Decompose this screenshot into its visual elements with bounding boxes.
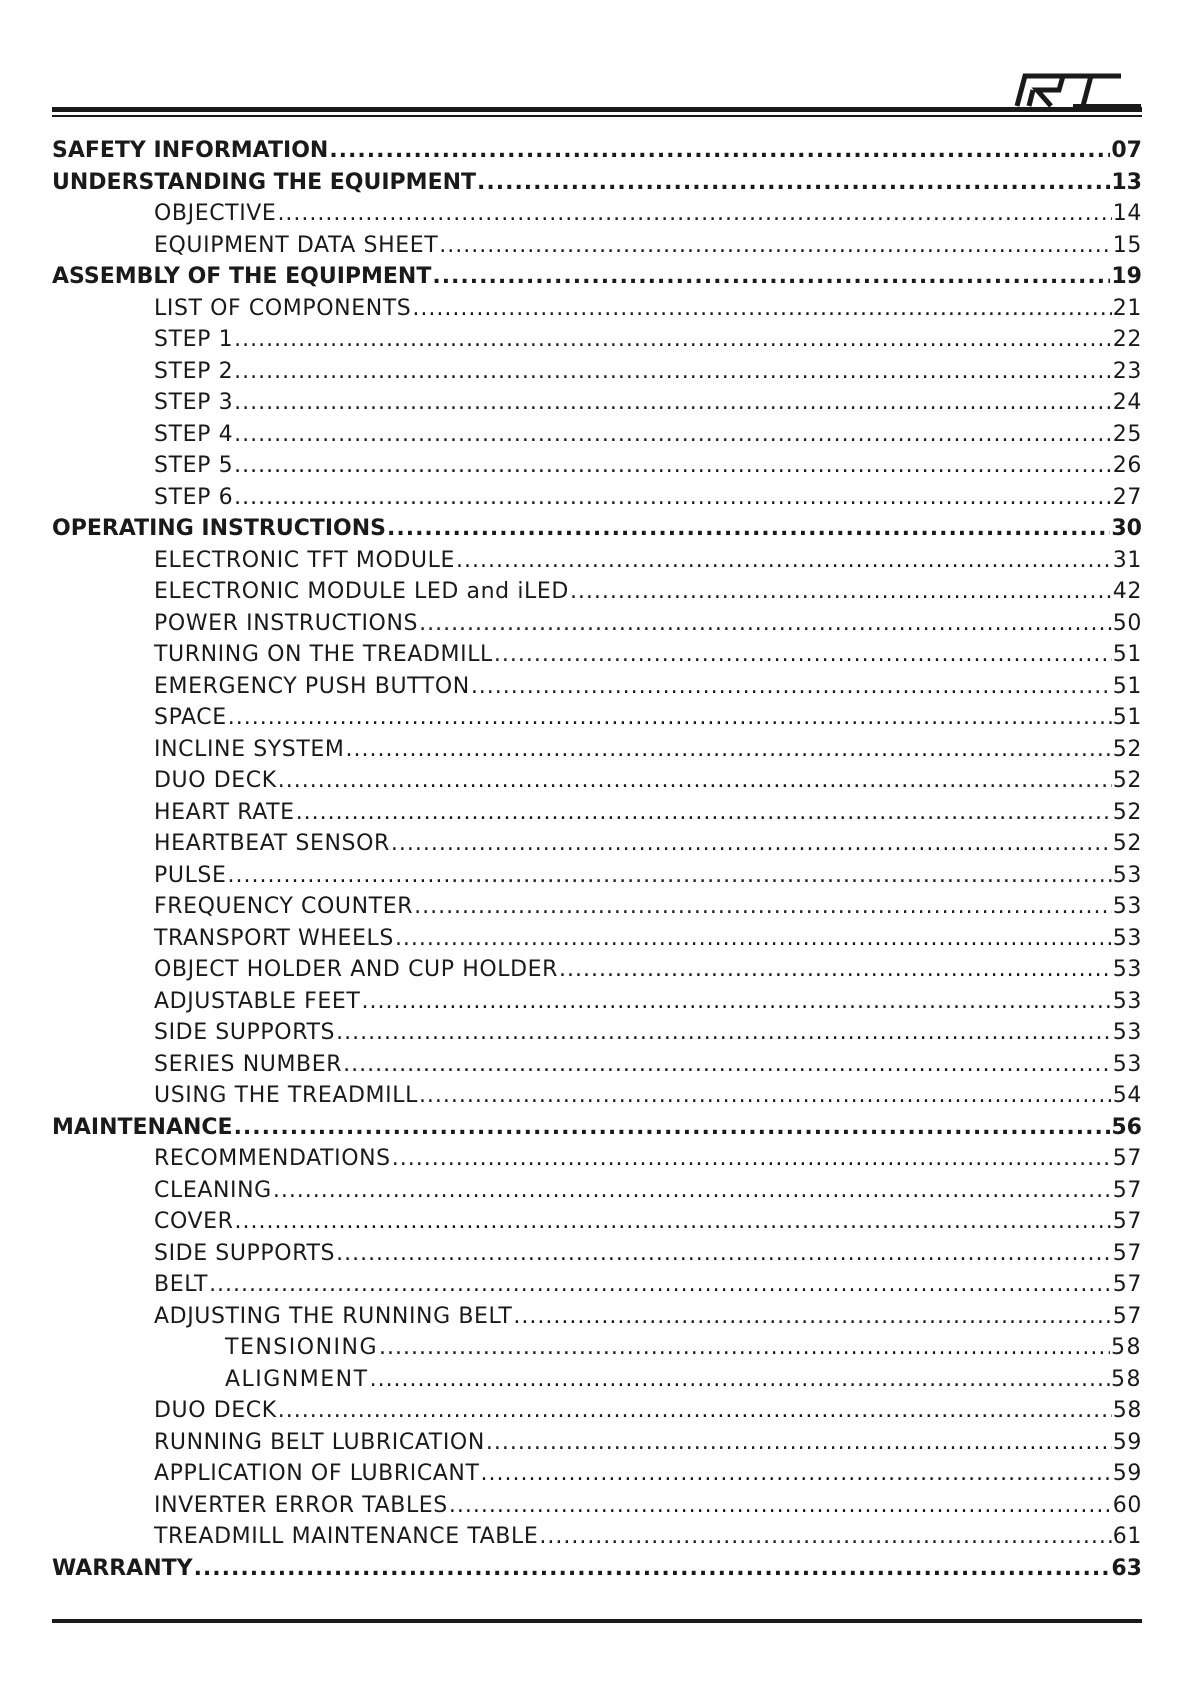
toc-entry[interactable] — [52, 1427, 1142, 1459]
toc-entry-page: 58 — [1111, 1366, 1142, 1392]
toc-entry-title: STEP 3 — [154, 390, 234, 415]
toc-entry-page: 52 — [1112, 736, 1142, 762]
toc-entry-title: BELT — [154, 1272, 209, 1297]
toc-entry[interactable] — [52, 482, 1142, 514]
toc-entry-title: SPACE — [154, 705, 227, 730]
toc-entry[interactable] — [52, 230, 1142, 262]
toc-leader-dots — [419, 1080, 1112, 1112]
toc-entry-page: 23 — [1112, 358, 1142, 384]
toc-entry-title: RUNNING BELT LUBRICATION — [154, 1429, 485, 1455]
toc-entry[interactable] — [52, 608, 1142, 640]
toc-leader-dots — [336, 1238, 1112, 1270]
toc-entry[interactable] — [52, 639, 1142, 671]
toc-entry[interactable] — [52, 450, 1142, 482]
toc-leader-dots — [481, 1458, 1112, 1490]
toc-entry-page: 53 — [1112, 925, 1142, 951]
toc-entry-page: 51 — [1112, 673, 1142, 699]
toc-entry[interactable] — [52, 1301, 1142, 1333]
toc-entry-title: TREADMILL MAINTENANCE TABLE — [154, 1524, 539, 1549]
toc-entry-page: 24 — [1112, 390, 1142, 415]
toc-entry[interactable] — [52, 513, 1142, 545]
toc-leader-dots — [513, 1301, 1111, 1333]
toc-entry-page: 57 — [1112, 1209, 1142, 1234]
toc-leader-dots — [494, 639, 1112, 671]
toc-leader-dots — [477, 167, 1110, 199]
toc-entry-title: LIST OF COMPONENTS — [154, 295, 412, 321]
toc-entry-title: INCLINE SYSTEM — [154, 736, 345, 762]
toc-entry[interactable] — [52, 387, 1142, 419]
toc-entry-title: ASSEMBLY OF THE EQUIPMENT — [52, 264, 432, 289]
toc-entry-title: ADJUSTING THE RUNNING BELT — [154, 1303, 513, 1329]
toc-entry-page: 61 — [1112, 1524, 1142, 1549]
toc-leader-dots — [329, 135, 1110, 167]
toc-entry-page: 26 — [1112, 453, 1142, 478]
toc-entry-title: FREQUENCY COUNTER — [154, 894, 414, 919]
toc-entry[interactable] — [52, 765, 1142, 797]
toc-entry[interactable] — [52, 545, 1142, 577]
toc-leader-dots — [370, 1364, 1110, 1396]
toc-entry[interactable] — [52, 923, 1142, 955]
toc-leader-dots — [432, 261, 1110, 293]
toc-entry[interactable] — [52, 860, 1142, 892]
toc-entry-title: EMERGENCY PUSH BUTTON — [154, 673, 470, 699]
toc-entry-title: TRANSPORT WHEELS — [154, 925, 394, 951]
toc-leader-dots — [456, 545, 1112, 577]
toc-leader-dots — [234, 482, 1112, 514]
toc-entry-title: APPLICATION OF LUBRICANT — [154, 1461, 480, 1486]
toc-entry-title: EQUIPMENT DATA SHEET — [154, 232, 439, 258]
toc-entry[interactable] — [52, 1458, 1142, 1490]
toc-entry[interactable] — [52, 1143, 1142, 1175]
toc-entry[interactable] — [52, 828, 1142, 860]
toc-entry-page: 53 — [1112, 894, 1142, 919]
toc-leader-dots — [570, 576, 1112, 608]
toc-entry-title: SAFETY INFORMATION — [52, 138, 329, 163]
toc-entry[interactable] — [52, 1364, 1142, 1396]
toc-entry[interactable] — [52, 356, 1142, 388]
toc-entry[interactable] — [52, 1112, 1142, 1144]
toc-leader-dots — [209, 1269, 1112, 1301]
toc-entry[interactable] — [52, 1553, 1142, 1585]
header-rule-thin — [52, 115, 1142, 117]
toc-leader-dots — [343, 1049, 1112, 1081]
toc-entry-page: 59 — [1112, 1429, 1142, 1455]
toc-entry-page: 53 — [1112, 1020, 1142, 1045]
toc-leader-dots — [194, 1553, 1111, 1585]
toc-entry-title: CLEANING — [154, 1177, 272, 1203]
toc-entry-page: 21 — [1112, 295, 1142, 321]
toc-leader-dots — [278, 765, 1112, 797]
toc-entry-title: ADJUSTABLE FEET — [154, 988, 361, 1014]
toc-leader-dots — [234, 450, 1112, 482]
toc-entry[interactable] — [52, 261, 1142, 293]
toc-entry[interactable] — [52, 797, 1142, 829]
toc-entry-page: 14 — [1112, 201, 1142, 226]
toc-entry-page: 58 — [1111, 1335, 1142, 1360]
toc-leader-dots — [346, 734, 1112, 766]
footer-rule — [52, 1619, 1142, 1623]
toc-entry-page: 57 — [1112, 1177, 1142, 1203]
toc-entry[interactable] — [52, 1238, 1142, 1270]
toc-entry-title: TENSIONING — [225, 1335, 379, 1360]
toc-entry-title: UNDERSTANDING THE EQUIPMENT — [52, 169, 477, 195]
toc-entry-page: 57 — [1112, 1303, 1142, 1329]
toc-entry[interactable] — [52, 1080, 1142, 1112]
toc-entry-title: STEP 6 — [154, 484, 234, 510]
toc-entry[interactable] — [52, 702, 1142, 734]
toc-leader-dots — [234, 1112, 1111, 1144]
toc-entry[interactable] — [52, 1395, 1142, 1427]
toc-entry[interactable] — [52, 986, 1142, 1018]
toc-leader-dots — [234, 324, 1112, 356]
toc-entry-page: 53 — [1112, 1051, 1142, 1077]
toc-leader-dots — [361, 986, 1111, 1018]
toc-entry[interactable] — [52, 1175, 1142, 1207]
toc-entry[interactable] — [52, 198, 1142, 230]
toc-entry-title: DUO DECK — [154, 768, 277, 793]
toc-entry-title: HEARTBEAT SENSOR — [154, 831, 390, 856]
toc-leader-dots — [234, 419, 1112, 451]
toc-leader-dots — [387, 513, 1110, 545]
toc-entry-page: 51 — [1112, 705, 1142, 730]
toc-entry[interactable] — [52, 954, 1142, 986]
toc-entry-page: 19 — [1111, 264, 1142, 289]
table-of-contents — [52, 135, 1142, 1584]
toc-entry-title: SIDE SUPPORTS — [154, 1020, 336, 1045]
toc-entry-title: SIDE SUPPORTS — [154, 1240, 336, 1266]
toc-entry-title: TURNING ON THE TREADMILL — [154, 642, 493, 667]
toc-entry-title: POWER INSTRUCTIONS — [154, 610, 419, 636]
toc-entry-title: USING THE TREADMILL — [154, 1083, 418, 1108]
toc-leader-dots — [234, 356, 1112, 388]
toc-entry-page: 53 — [1112, 988, 1142, 1014]
toc-entry-page: 25 — [1112, 421, 1142, 447]
toc-leader-dots — [228, 860, 1112, 892]
toc-entry-page: 27 — [1112, 484, 1142, 510]
header-rule — [52, 107, 1142, 112]
toc-entry-page: 56 — [1111, 1114, 1142, 1140]
toc-entry-page: 53 — [1112, 862, 1142, 888]
toc-entry-page: 57 — [1112, 1240, 1142, 1266]
toc-entry-title: PULSE — [154, 862, 227, 888]
toc-entry[interactable] — [52, 1332, 1142, 1364]
toc-entry-page: 58 — [1112, 1398, 1142, 1423]
toc-entry-page: 50 — [1112, 610, 1142, 636]
toc-entry-page: 60 — [1112, 1492, 1142, 1518]
toc-leader-dots — [486, 1427, 1112, 1459]
toc-entry[interactable] — [52, 576, 1142, 608]
toc-entry-title: STEP 1 — [154, 327, 234, 352]
toc-entry-title: OBJECTIVE — [154, 201, 277, 226]
toc-entry[interactable] — [52, 734, 1142, 766]
toc-entry-title: OPERATING INSTRUCTIONS — [52, 516, 386, 541]
toc-leader-dots — [228, 702, 1112, 734]
toc-entry[interactable] — [52, 1521, 1142, 1553]
toc-entry-page: 13 — [1111, 169, 1142, 195]
toc-leader-dots — [395, 923, 1112, 955]
toc-leader-dots — [539, 1521, 1111, 1553]
toc-entry-page: 30 — [1111, 516, 1142, 541]
toc-entry-page: 42 — [1112, 579, 1142, 604]
toc-leader-dots — [391, 828, 1112, 860]
toc-leader-dots — [273, 1175, 1112, 1207]
toc-leader-dots — [412, 293, 1111, 325]
toc-leader-dots — [278, 1395, 1112, 1427]
toc-leader-dots — [234, 387, 1112, 419]
toc-entry-title: STEP 2 — [154, 358, 234, 384]
toc-leader-dots — [277, 198, 1111, 230]
toc-entry-title: DUO DECK — [154, 1398, 277, 1423]
toc-entry-page: 57 — [1112, 1272, 1142, 1297]
toc-entry-page: 63 — [1111, 1555, 1142, 1581]
toc-entry-title: INVERTER ERROR TABLES — [154, 1492, 448, 1518]
toc-entry-title: COVER — [154, 1209, 234, 1234]
toc-leader-dots — [296, 797, 1112, 829]
toc-leader-dots — [414, 891, 1112, 923]
toc-entry-page: 31 — [1112, 547, 1142, 573]
toc-entry-page: 57 — [1112, 1146, 1142, 1171]
toc-entry[interactable] — [52, 324, 1142, 356]
toc-entry-page: 54 — [1112, 1083, 1142, 1108]
toc-entry-page: 53 — [1112, 957, 1142, 982]
toc-entry-title: ELECTRONIC TFT MODULE — [154, 547, 455, 573]
toc-entry-title: ALIGNMENT — [225, 1366, 369, 1392]
toc-entry-title: WARRANTY — [52, 1555, 193, 1581]
toc-entry[interactable] — [52, 891, 1142, 923]
toc-entry[interactable] — [52, 671, 1142, 703]
toc-leader-dots — [392, 1143, 1112, 1175]
toc-entry[interactable] — [52, 293, 1142, 325]
toc-entry[interactable] — [52, 1049, 1142, 1081]
toc-entry-title: STEP 4 — [154, 421, 234, 447]
toc-entry-page: 07 — [1111, 138, 1142, 163]
toc-entry-title: OBJECT HOLDER AND CUP HOLDER — [154, 957, 559, 982]
toc-entry-title: HEART RATE — [154, 799, 295, 825]
toc-entry[interactable] — [52, 167, 1142, 199]
toc-entry[interactable] — [52, 1017, 1142, 1049]
toc-entry-title: ELECTRONIC MODULE LED and iLED — [154, 579, 569, 604]
toc-entry-page: 59 — [1112, 1461, 1142, 1486]
toc-entry[interactable] — [52, 1206, 1142, 1238]
toc-entry-page: 52 — [1112, 831, 1142, 856]
toc-entry-page: 22 — [1112, 327, 1142, 352]
toc-entry-title: STEP 5 — [154, 453, 234, 478]
toc-leader-dots — [419, 608, 1112, 640]
toc-entry-page: 52 — [1112, 799, 1142, 825]
toc-leader-dots — [449, 1490, 1112, 1522]
toc-entry-title: RECOMMENDATIONS — [154, 1146, 391, 1171]
toc-leader-dots — [235, 1206, 1112, 1238]
toc-leader-dots — [471, 671, 1112, 703]
toc-entry-title: SERIES NUMBER — [154, 1051, 343, 1077]
toc-entry-page: 15 — [1112, 232, 1142, 258]
toc-entry[interactable] — [52, 1490, 1142, 1522]
toc-leader-dots — [379, 1332, 1110, 1364]
toc-entry[interactable] — [52, 419, 1142, 451]
toc-entry-page: 51 — [1112, 642, 1142, 667]
toc-leader-dots — [336, 1017, 1112, 1049]
toc-entry-title: MAINTENANCE — [52, 1114, 233, 1140]
toc-entry-page: 52 — [1112, 768, 1142, 793]
toc-leader-dots — [559, 954, 1112, 986]
toc-entry[interactable] — [52, 1269, 1142, 1301]
toc-leader-dots — [439, 230, 1112, 262]
toc-entry[interactable] — [52, 135, 1142, 167]
